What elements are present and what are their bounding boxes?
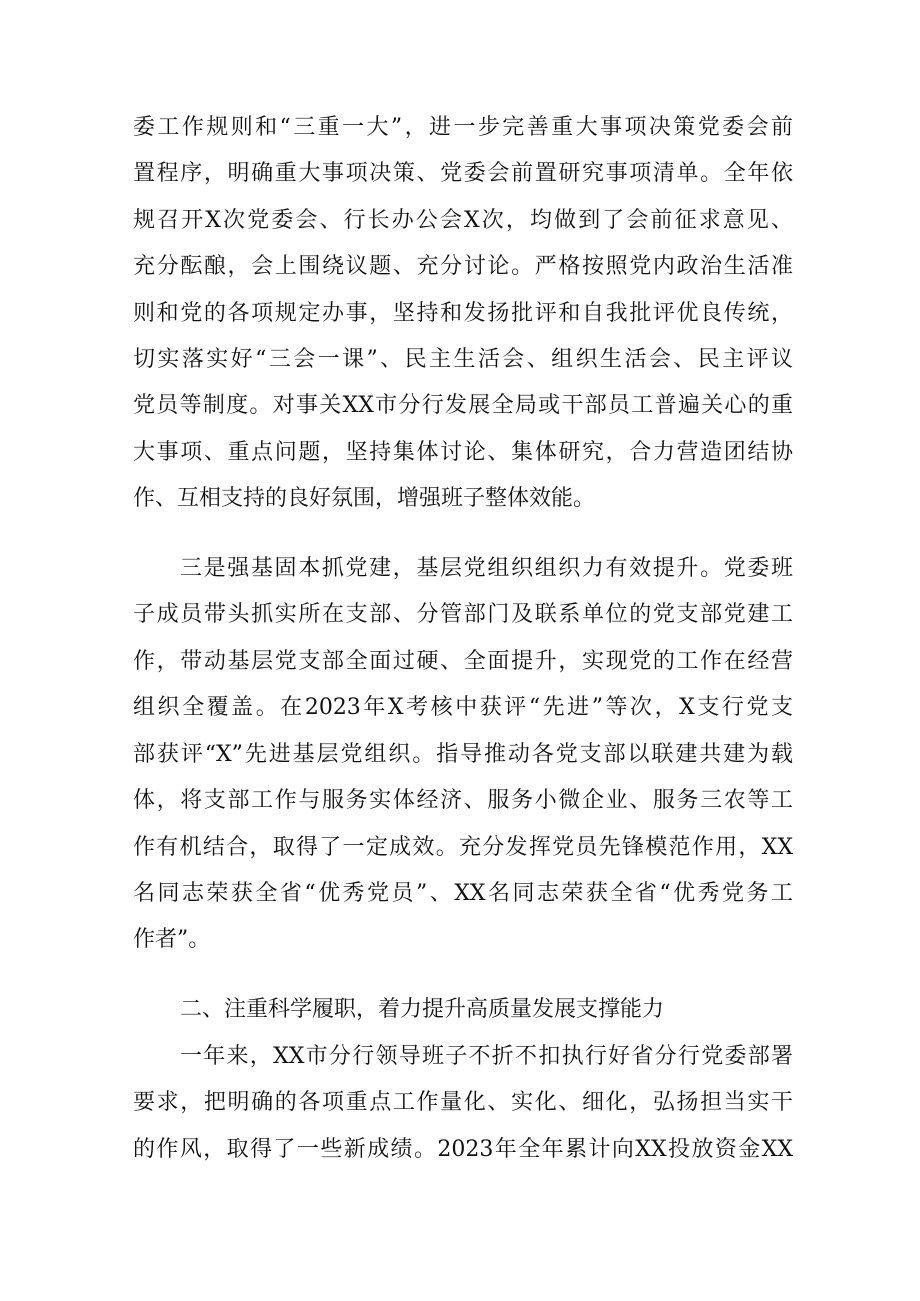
text-line: 一年来，XX市分行领导班子不折不扣执行好省分行党委部署 [180,1044,793,1069]
text-line: 大事项、重点问题，坚持集体讨论、集体研究，合力营造团结协 [133,440,793,465]
text-line: 委工作规则和“三重一大”，进一步完善重大事项决策党委会前 [133,115,793,140]
text-line: 组织全覆盖。在2023年X考核中获评“先进”等次，X支行党支 [133,695,793,720]
text-line: 充分酝酿，会上围绕议题、充分讨论。严格按照党内政治生活准 [133,254,793,279]
text-line: 子成员带头抓实所在支部、分管部门及联系单位的党支部党建工 [133,602,793,627]
text-line: 三是强基固本抓党建，基层党组织组织力有效提升。党委班 [180,556,793,581]
text-line: 则和党的各项规定办事，坚持和发扬批评和自我批评优良传统， [133,301,793,326]
text-line: 规召开X次党委会、行长办公会X次，均做到了会前征求意见、 [133,208,793,233]
text-line: 作，带动基层党支部全面过硬、全面提升，实现党的工作在经营 [133,649,793,674]
text-line: 部获评“X”先进基层党组织。指导推动各党支部以联建共建为载 [133,742,793,767]
text-line: 的作风，取得了一些新成绩。2023年全年累计向XX投放资金XX [133,1137,793,1162]
text-line: 作有机结合，取得了一定成效。充分发挥党员先锋模范作用，XX [133,835,793,860]
text-line: 名同志荣获全省“优秀党员”、XX名同志荣获全省“优秀党务工 [133,881,793,906]
text-line: 要求，把明确的各项重点工作量化、实化、细化，弘扬担当实干 [133,1090,793,1115]
section-heading: 二、注重科学履职，着力提升高质量发展支撑能力 [180,997,665,1022]
text-line: 切实落实好“三会一课”、民主生活会、组织生活会、民主评议 [133,347,793,372]
text-line: 作、互相支持的良好氛围，增强班子整体效能。 [133,486,596,511]
text-line: 作者”。 [133,927,211,952]
text-line: 体，将支部工作与服务实体经济、服务小微企业、服务三农等工 [133,788,793,813]
text-line: 置程序，明确重大事项决策、党委会前置研究事项清单。全年依 [133,161,793,186]
text-line: 党员等制度。对事关XX市分行发展全局或干部员工普遍关心的重 [133,393,793,418]
